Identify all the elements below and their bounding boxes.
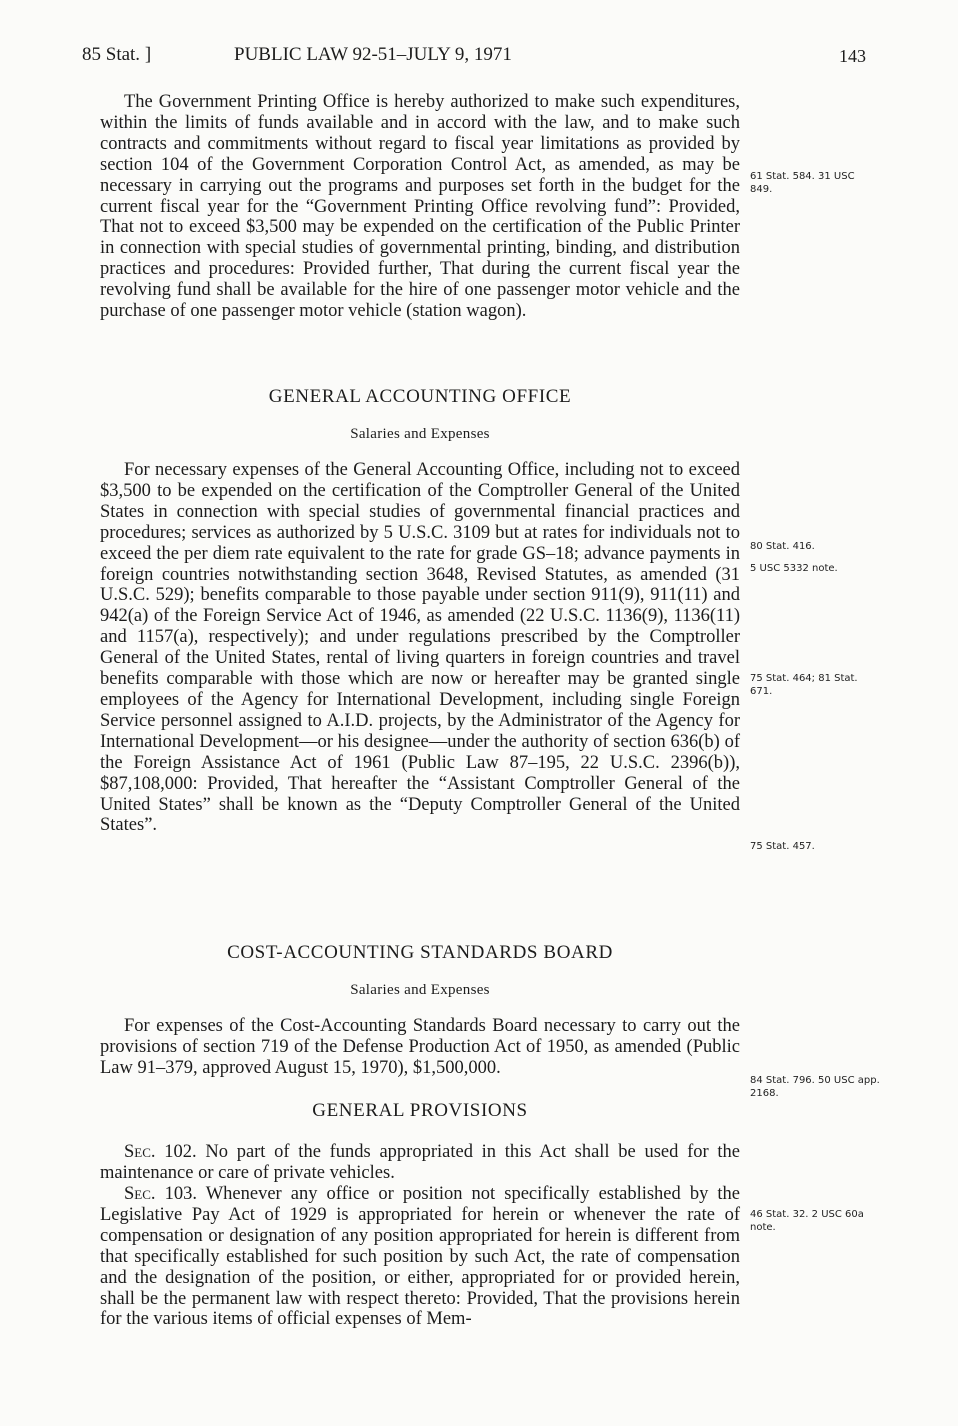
- casb-subheading: Salaries and Expenses: [350, 982, 490, 998]
- gao-paragraph: For necessary expenses of the General Accounting Office, including not to exceed $3,500 to be expended on the certification of the Comptroller General of the United States in connection with special studies of governmental financial practices and procedures; services as authorized by 5 U.S.C. 3109 but at rates for individuals not to exceed the per diem rate equivalent to the rate for grade GS–18; advance payments in foreign countries notwithstanding section 3648, Revised Statutes, as amended (31 U.S.C. 529); benefits comparable to those payable under section 911(9), 911(11) and 942(a) of the Foreign Service Act of 1946, as amended (22 U.S.C. 1136(9), 1136(11) and 1157(a), respectively); and under regulations prescribed by the Comptroller General of the United States, rental of living quarters in foreign countries and travel benefits comparable with those which are now or hereafter may be granted single employees of the Agency for International Development, including single Foreign Service personnel assigned to A.I.D. projects, by the Administrator of the Agency for International Development—or his designee—under the authority of section 636(b) of the Foreign Assistance Act of 1961 (Public Law 87–195, 22 U.S.C. 2396(b)), $87,108,000: Provided, That hereafter the “Assistant Comptroller General of the United States” shall be known as the “Deputy Comptroller General of the United States”.: [100, 460, 740, 836]
- sec-103-paragraph: [100, 1184, 740, 1330]
- sec-103-text: Whenever any office or position not specifically established by the Legislative Pay Act of 1929 is appropriated for herein or whenever the rate of compensation or designation of any position appropriated for herein is different from that specifically established for such position by such Act, the rate of compensation and the designation of the position, or either, appropriated for or provided herein, shall be the permanent law with respect thereto: Provided, That the provisions herein for the various items of official expenses of Mem-: [100, 1184, 740, 1330]
- margin-note-gao-2: 5 USC 5332 note.: [750, 563, 838, 574]
- casb-heading: COST-ACCOUNTING STANDARDS BOARD: [227, 942, 613, 963]
- margin-note-gao-4: 75 Stat. 457.: [750, 841, 815, 852]
- sec-102-paragraph: [100, 1142, 740, 1184]
- margin-note-casb: 84 Stat. 796. 50 USC app. 2168.: [750, 1075, 880, 1099]
- general-provisions-heading: GENERAL PROVISIONS: [312, 1100, 528, 1121]
- margin-note-sec-103: 46 Stat. 32. 2 USC 60a note.: [750, 1209, 864, 1233]
- header-volume: 85 Stat. ]: [82, 44, 152, 65]
- gpo-paragraph: The Government Printing Office is hereby authorized to make such expenditures, within the limits of funds available and in accord with the law, and to make such contracts and commitments without regard to fiscal year limitations as provided by section 104 of the Government Corporation Control Act, as amended, as may be necessary in carrying out the programs and purposes set forth in the budget for the current fiscal year for the “Government Printing Office revolving fund”: Provided, That not to exceed $3,500 may be expended on the certification of the Public Printer in connection with special studies of governmental printing, binding, and distribution practices and procedures: Provided further, That during the current fiscal year the revolving fund shall be available for the hire of one passenger motor vehicle and the purchase of one passenger motor vehicle (station wagon).: [100, 92, 740, 322]
- margin-note-gao-1: 80 Stat. 416.: [750, 541, 815, 552]
- margin-note-gao-3: 75 Stat. 464; 81 Stat. 671.: [750, 673, 858, 697]
- sec-102-label: Sec. 102.: [124, 1142, 197, 1162]
- gao-subheading: Salaries and Expenses: [350, 426, 490, 442]
- margin-note-gpo: 61 Stat. 584. 31 USC 849.: [750, 171, 855, 195]
- sec-103-label: Sec. 103.: [124, 1184, 197, 1204]
- header-title: PUBLIC LAW 92-51–JULY 9, 1971: [234, 44, 512, 65]
- page-number: 143: [839, 46, 866, 66]
- header-volume-text: 85 Stat.: [82, 44, 141, 65]
- casb-paragraph: For expenses of the Cost-Accounting Standards Board necessary to carry out the provisions of section 719 of the Defense Production Act of 1950, as amended (Public Law 91–379, approved August 15, 1970), $1,500,000.: [100, 1016, 740, 1078]
- running-header: [82, 44, 882, 74]
- sec-102-text: No part of the funds appropriated in this Act shall be used for the maintenance or care of private vehicles.: [100, 1142, 741, 1183]
- gao-heading: GENERAL ACCOUNTING OFFICE: [268, 386, 572, 407]
